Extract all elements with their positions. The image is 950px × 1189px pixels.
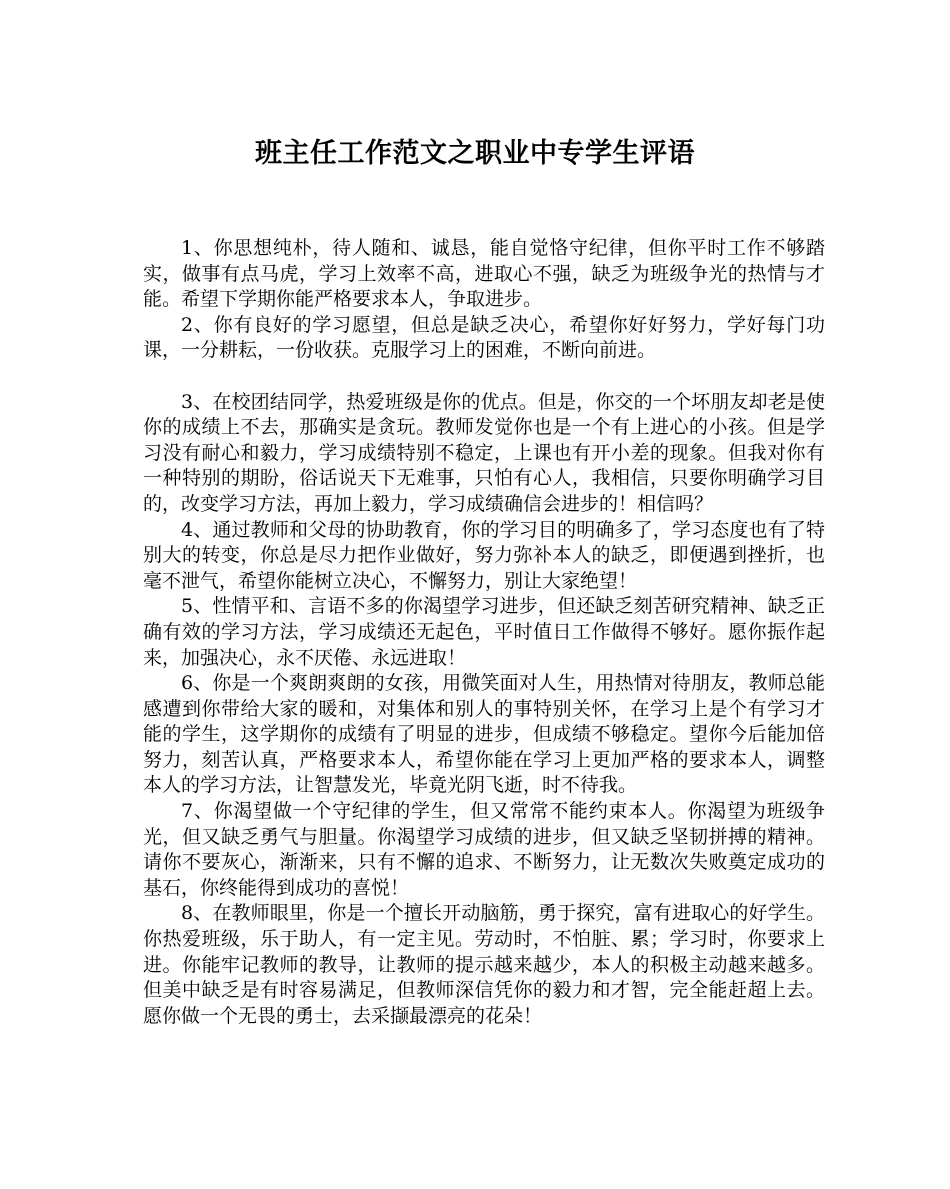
comment-paragraph-7: 7、你渴望做一个守纪律的学生，但又常常不能约束本人。你渴望为班级争光，但又缺乏勇气与胆量。你渴望学习成绩的进步，但又缺乏坚韧拼搏的精神。请你不要灰心，渐渐来，只有不懈的追求、不断努力，让无数次失败奠定成功的基石，你终能得到成功的喜悦！ bbox=[143, 800, 825, 899]
comment-paragraph-5: 5、性情平和、言语不多的你渴望学习进步，但还缺乏刻苦研究精神、缺乏正确有效的学习方法，学习成绩还无起色，平时值日工作做得不够好。愿你振作起来，加强决心，永不厌倦、永远进取！ bbox=[143, 595, 825, 669]
comment-paragraph-2: 2、你有良好的学习愿望，但总是缺乏决心，希望你好好努力，学好每门功课，一分耕耘，一份收获。克服学习上的困难，不断向前进。 bbox=[143, 313, 825, 362]
comment-paragraph-8: 8、在教师眼里，你是一个擅长开动脑筋，勇于探究，富有进取心的好学生。你热爱班级，乐于助人，有一定主见。劳动时，不怕脏、累；学习时，你要求上进。你能牢记教师的教导，让教师的提示越来越少，本人的积极主动越来越多。但美中缺乏是有时容易满足，但教师深信凭你的毅力和才智，完全能赶超上去。愿你做一个无畏的勇士，去采撷最漂亮的花朵！ bbox=[143, 902, 825, 1027]
comment-paragraph-3: 3、在校团结同学，热爱班级是你的优点。但是，你交的一个坏朋友却老是使你的成绩上不去，那确实是贪玩。教师发觉你也是一个有上进心的小孩。但是学习没有耐心和毅力，学习成绩特别不稳定，上课也有开小差的现象。但我对你有一种特别的期盼，俗话说天下无难事，只怕有心人，我相信，只要你明确学习目的，改变学习方法，再加上毅力，学习成绩确信会进步的！相信吗？ bbox=[143, 390, 825, 515]
comment-paragraph-4: 4、通过教师和父母的协助教育，你的学习目的明确多了，学习态度也有了特别大的转变，你总是尽力把作业做好，努力弥补本人的缺乏，即便遇到挫折，也毫不泄气，希望你能树立决心，不懈努力，别让大家绝望！ bbox=[143, 518, 825, 592]
document-body bbox=[143, 236, 825, 1029]
comment-paragraph-1: 1、你思想纯朴，待人随和、诚恳，能自觉恪守纪律，但你平时工作不够踏实，做事有点马虎，学习上效率不高，进取心不强，缺乏为班级争光的热情与才能。希望下学期你能严格要求本人，争取进步。 bbox=[143, 237, 825, 311]
document-title: 班主任工作范文之职业中专学生评语 bbox=[255, 138, 695, 169]
comment-paragraph-6: 6、你是一个爽朗爽朗的女孩，用微笑面对人生，用热情对待朋友，教师总能感遭到你带给大家的暖和，对集体和别人的事特别关怀，在学习上是个有学习才能的学生，这学期你的成绩有了明显的进步，但成绩不够稳定。望你今后能加倍努力，刻苦认真，严格要求本人，希望你能在学习上更加严格的要求本人，调整本人的学习方法，让智慧发光，毕竟光阴飞逝，时不待我。 bbox=[143, 672, 825, 797]
